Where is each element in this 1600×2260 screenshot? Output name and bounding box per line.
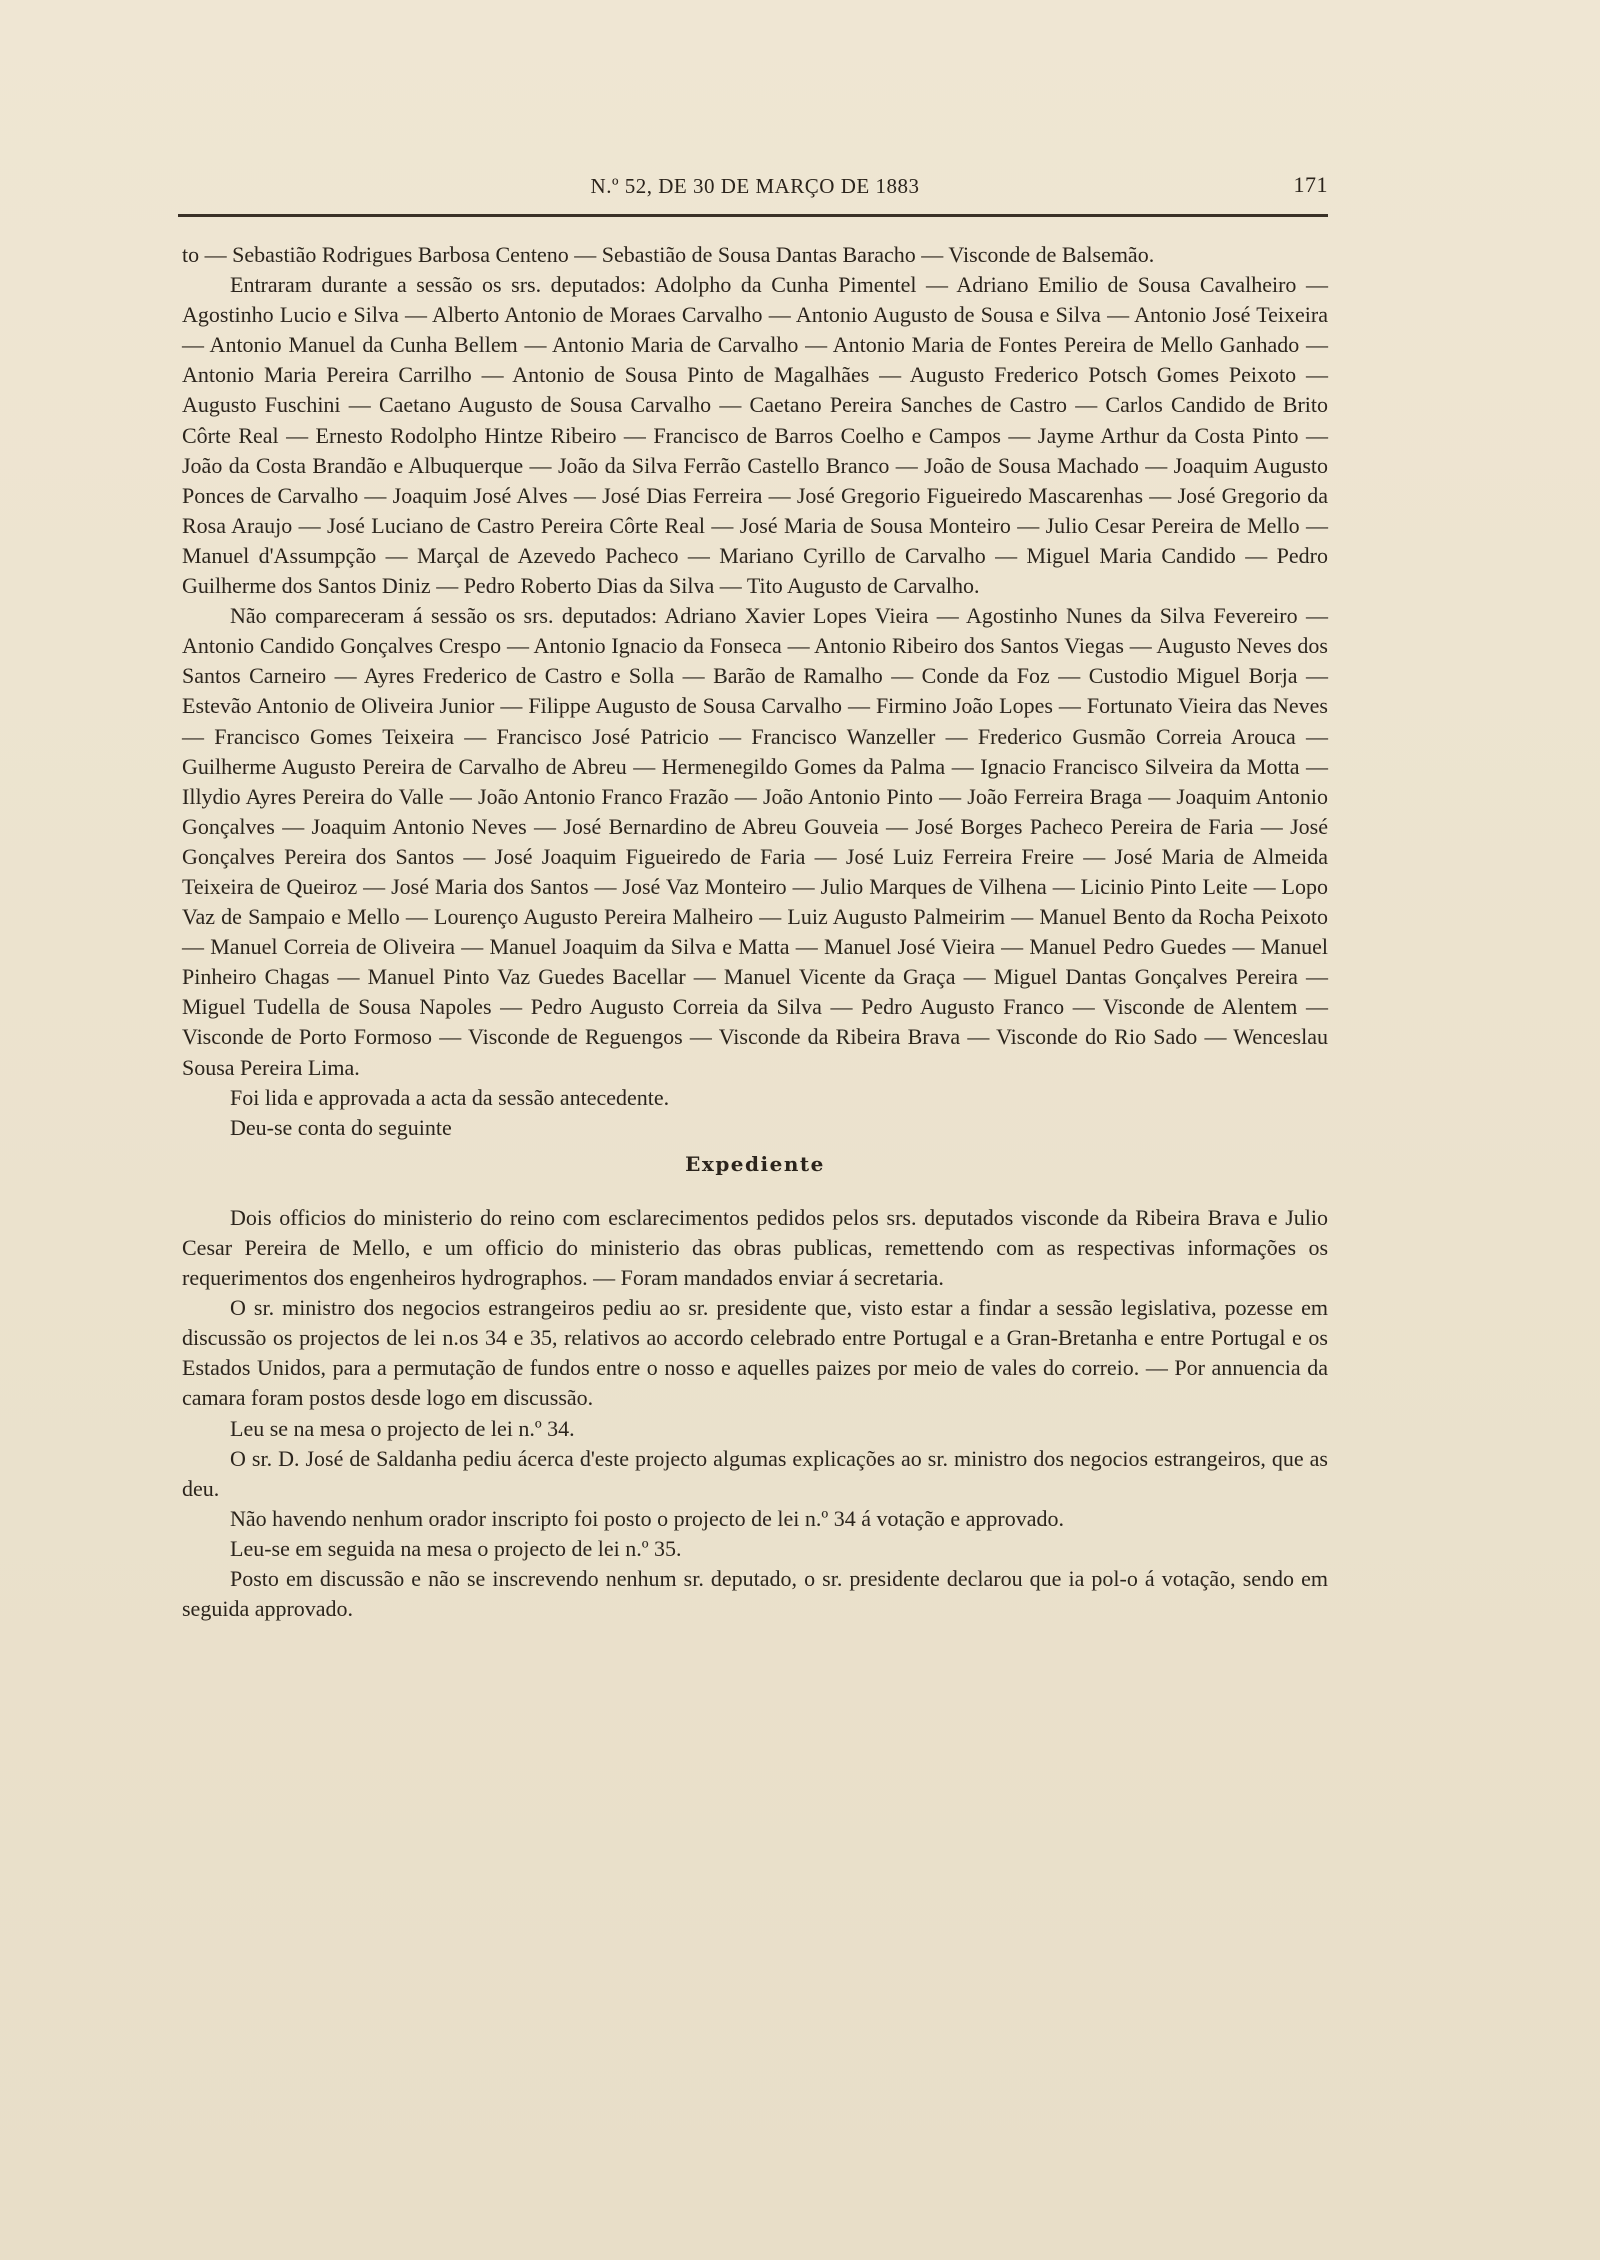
paragraph: Não compareceram á sessão os srs. deputados: Adriano Xavier Lopes Vieira — Agostinho Nunes da Silva Fevereiro — Antonio Candido Gonçalves Crespo — Antonio Ignacio da Fonseca — Antonio Ribeiro dos Santos Viegas — Augusto Neves dos Santos Carneiro — Ayres Frederico de Castro e Solla — Barão de Ramalho — Conde da Foz — Custodio Miguel Borja — Estevão Antonio de Oliveira Junior — Filippe Augusto de Sousa Carvalho — Firmino João Lopes — Fortunato Vieira das Neves — Francisco Gomes Teixeira — Francisco José Patricio — Francisco Wanzeller — Frederico Gusmão Correia Arouca — Guilherme Augusto Pereira de Carvalho de Abreu — Hermenegildo Gomes da Palma — Ignacio Francisco Silveira da Motta — Illydio Ayres Pereira do Valle — João Antonio Franco Frazão — João Antonio Pinto — João Ferreira Braga — Joaquim Antonio Gonçalves — Joaquim Antonio Neves — José Bernardino de Abreu Gouveia — José Borges Pacheco Pereira de Faria — José Gonçalves Pereira dos Santos — José Joaquim Figueiredo de Faria — José Luiz Ferreira Freire — José Maria de Almeida Teixeira de Queiroz — José Maria dos Santos — José Vaz Monteiro — Julio Marques de Vilhena — Licinio Pinto Leite — Lopo Vaz de Sampaio e Mello — Lourenço Augusto Pereira Malheiro — Luiz Augusto Palmeirim — Manuel Bento da Rocha Peixoto — Manuel Correia de Oliveira — Manuel Joaquim da Silva e Matta — Manuel José Vieira — Manuel Pedro Guedes — Manuel Pinheiro Chagas — Manuel Pinto Vaz Guedes Bacellar — Manuel Vicente da Graça — Miguel Dantas Gonçalves Pereira — Miguel Tudella de Sousa Napoles — Pedro Augusto Correia da Silva — Pedro Augusto Franco — Visconde de Alentem — Visconde de Porto Formoso — Visconde de Reguengos — Visconde da Ribeira Brava — Visconde do Rio Sado — Wenceslau Sousa Pereira Lima. — [182, 603, 1328, 1080]
page-header — [182, 170, 1328, 206]
expediente-paragraphs — [182, 1203, 1328, 1624]
session-paragraphs — [182, 240, 1328, 1143]
paragraph: Leu-se em seguida na mesa o projecto de lei n.º 35. — [230, 1535, 682, 1561]
page-number: 171 — [1293, 172, 1328, 197]
paragraph: Foi lida e approvada a acta da sessão antecedente. — [230, 1084, 670, 1110]
section-title: Expediente — [685, 1151, 825, 1176]
paragraph: Posto em discussão e não se inscrevendo nenhum sr. deputado, o sr. presidente declarou que ia pol-o á votação, sendo em seguida approvado. — [182, 1566, 1328, 1622]
issue-title: N.º 52, DE 30 DE MARÇO DE 1883 — [590, 174, 920, 198]
paragraph: to — Sebastião Rodrigues Barbosa Centeno — Sebastião de Sousa Dantas Baracho — Visconde de Balsemão. — [182, 242, 1155, 267]
paragraph: Deu-se conta do seguinte — [230, 1114, 452, 1140]
paragraph: Leu se na mesa o projecto de lei n.º 34. — [230, 1415, 575, 1441]
paragraph: Não havendo nenhum orador inscripto foi posto o projecto de lei n.º 34 á votação e approvado. — [230, 1505, 1065, 1531]
paragraph: Entraram durante a sessão os srs. deputados: Adolpho da Cunha Pimentel — Adriano Emilio de Sousa Cavalheiro — Agostinho Lucio e Silva — Alberto Antonio de Moraes Carvalho — Antonio Augusto de Sousa e Silva — Antonio José Teixeira — Antonio Manuel da Cunha Bellem — Antonio Maria de Carvalho — Antonio Maria de Fontes Pereira de Mello Ganhado — Antonio Maria Pereira Carrilho — Antonio de Sousa Pinto de Magalhães — Augusto Frederico Potsch Gomes Peixoto — Augusto Fuschini — Caetano Augusto de Sousa Carvalho — Caetano Pereira Sanches de Castro — Carlos Candido de Brito Côrte Real — Ernesto Rodolpho Hintze Ribeiro — Francisco de Barros Coelho e Campos — Jayme Arthur da Costa Pinto — João da Costa Brandão e Albuquerque — João da Silva Ferrão Castello Branco — João de Sousa Machado — Joaquim Augusto Ponces de Carvalho — Joaquim José Alves — José Dias Ferreira — José Gregorio Figueiredo Mascarenhas — José Gregorio da Rosa Araujo — José Luciano de Castro Pereira Côrte Real — José Maria de Sousa Monteiro — Julio Cesar Pereira de Mello — Manuel d'Assumpção — Marçal de Azevedo Pacheco — Mariano Cyrillo de Carvalho — Miguel Maria Candido — Pedro Guilherme dos Santos Diniz — Pedro Roberto Dias da Silva — Tito Augusto de Carvalho. — [182, 272, 1328, 599]
paragraph: O sr. ministro dos negocios estrangeiros pediu ao sr. presidente que, visto estar a findar a sessão legislativa, pozesse em discussão os projectos de lei n.os 34 e 35, relativos ao accordo celebrado entre Portugal e a Gran-Bretanha e entre Portugal e os Estados Unidos, para a permutação de fundos entre o nosso e aquelles paizes por meio de vales do correio. — Por annuencia da camara foram postos desde logo em discussão. — [182, 1295, 1328, 1411]
header-rule — [178, 214, 1328, 217]
document-body — [182, 240, 1328, 1624]
paragraph: O sr. D. José de Saldanha pediu ácerca d'este projecto algumas explicações ao sr. ministro dos negocios estrangeiros, que as deu. — [182, 1445, 1328, 1501]
paragraph: Dois officios do ministerio do reino com esclarecimentos pedidos pelos srs. deputados visconde da Ribeira Brava e Julio Cesar Pereira de Mello, e um officio do ministerio das obras publicas, remettendo com as respectivas informações os requerimentos dos engenheiros hydrographos. — Foram mandados enviar á secretaria. — [182, 1204, 1328, 1291]
